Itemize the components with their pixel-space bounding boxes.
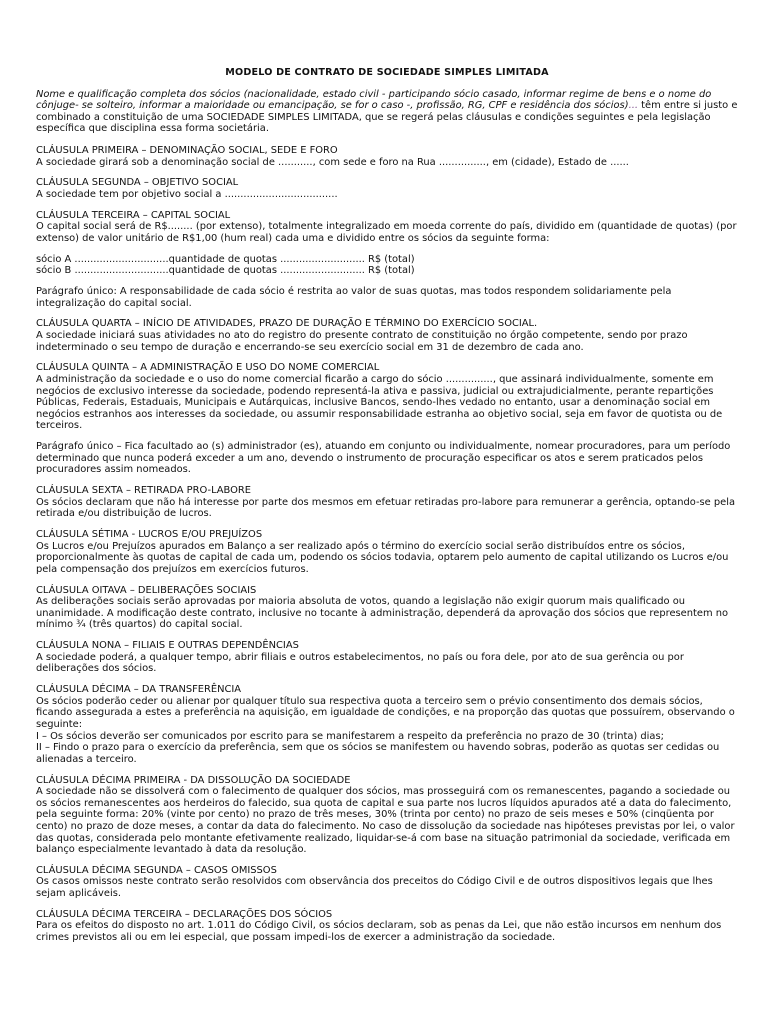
clause-body: Para os efeitos do disposto no art. 1.011 do Código Civil, os sócios declaram, sob as penas da Lei, que não estão incursos em nenhum dos crimes previstos ali ou em lei especial, que possam impedi-los de exercer a administração da sociedade. xyxy=(36,920,722,944)
clause-quarta xyxy=(36,318,738,353)
document-title: MODELO DE CONTRATO DE SOCIEDADE SIMPLES LIMITADA xyxy=(225,67,549,78)
clause-heading: CLÁUSULA TERCEIRA – CAPITAL SOCIAL xyxy=(36,209,231,221)
clause-heading: CLÁUSULA NONA – FILIAIS E OUTRAS DEPENDÊNCIAS xyxy=(36,640,299,652)
clause-body: A sociedade tem por objetivo social a .................................... xyxy=(36,188,338,200)
intro-paragraph xyxy=(36,89,738,135)
clause-oitava xyxy=(36,585,738,631)
clause-terceira xyxy=(36,210,738,245)
partner-b-line: sócio B ..............................quantidade de quotas ........................... R$ (total) xyxy=(36,265,415,277)
clause-primeira xyxy=(36,145,738,168)
clause-decima-terceira xyxy=(36,909,738,944)
clause-item: I – Os sócios deverão ser comunicados por escrito para se manifestarem a respeito da preferência no prazo de 30 (trinta) dias; xyxy=(36,730,664,742)
clause-body: Os Lucros e/ou Prejuízos apurados em Balanço a ser realizado após o término do exercício social serão distribuídos entre os sócios, proporcionalmente às quotas de capital de cada um, podendo os sócios todavia, optarem pelo aumento de capital utilizando os Lucros e/ou pela compensação dos prejuízos em exercícios futuros. xyxy=(36,540,729,575)
clause-setima xyxy=(36,529,738,575)
clause-heading: CLÁUSULA QUARTA – INÍCIO DE ATIVIDADES, PRAZO DE DURAÇÃO E TÉRMINO DO EXERCÍCIO SOCIAL. xyxy=(36,318,538,330)
clause-decima-primeira xyxy=(36,775,738,856)
clause-body: A administração da sociedade e o uso do nome comercial ficarão a cargo do sócio ..............., que assinará individualmente, somente em negócios de exclusivo interesse da sociedade, podendo representá-la ativa e passiva, judicial ou extrajudicialmente, perante repartições Públicas, Federais, Estaduais, Municipais e Autárquicas, inclusive Bancos, sendo-lhes vedado no entanto, usar a denominação social em negócios estranhos aos interesses da sociedade, ou assumir responsabilidade estranha ao objetivo social, seja em favor de quotista ou de terceiros. xyxy=(36,374,723,432)
clause-body: A sociedade não se dissolverá com o falecimento de qualquer dos sócios, mas prosseguirá com os remanescentes, pagando a sociedade ou os sócios remanescentes aos herdeiros do falecido, sua quota de capital e sua parte nos lucros líquidos apurados até a data do falecimento, pela seguinte forma: 20% (vinte por cento) no prazo de três meses, 30% (trinta por cento) no prazo de seis meses e 50% (cinqüenta por cento) no prazo de doze meses, a contar da data do falecimento. No caso de dissolução da sociedade nas hipóteses previstas por lei, o valor das quotas, considerada pelo montante efetivamente realizado, liquidar-se-á com base na situação patrimonial da sociedade, verificada em balanço especialmente levantado à data da resolução. xyxy=(36,786,735,856)
clause-decima xyxy=(36,684,738,765)
clause-nona xyxy=(36,640,738,675)
clause-body: A sociedade girará sob a denominação social de ..........., com sede e foro na Rua ..............., em (cidade), Estado de ...... xyxy=(36,156,629,168)
clause-body: Os sócios poderão ceder ou alienar por qualquer título sua respectiva quota a terceiro sem o prévio consentimento dos demais sócios, ficando assegurada a estes a preferência na aquisição, em igualdade de condições, e na proporção das quotas que possuírem, observando o seguinte: xyxy=(36,695,735,730)
clause-heading: CLÁUSULA PRIMEIRA – DENOMINAÇÃO SOCIAL, SEDE E FORO xyxy=(36,144,338,156)
clause-item: II – Findo o prazo para o exercício da preferência, sem que os sócios se manifestem ou havendo sobras, poderão as quotas ser cedidas ou alienadas a terceiro. xyxy=(36,742,720,765)
clause-body: A sociedade iniciará suas atividades no ato do registro do presente contrato de constituição no órgão competente, sendo por prazo indeterminado o seu tempo de duração e encerrando-se seu exercício social em 31 de dezembro de cada ano. xyxy=(36,330,688,353)
partners-list xyxy=(36,254,738,277)
clause-heading: CLÁUSULA SEXTA – RETIRADA PRO-LABORE xyxy=(36,485,252,497)
clause-body: A sociedade poderá, a qualquer tempo, abrir filiais e outros estabelecimentos, no país ou fora dele, por ato de sua gerência ou por deliberações dos sócios. xyxy=(36,651,684,675)
intro-partners-placeholder: Nome e qualificação completa dos sócios (nacionalidade, estado civil - participando sócio casado, informar regime de bens e o nome do cônjuge- se solteiro, informar a maioridade ou emancipação, se for o caso -, profissão, RG, CPF e residência dos sócios) xyxy=(36,88,712,112)
clause-heading: CLÁUSULA SÉTIMA - LUCROS E/OU PREJUÍZOS xyxy=(36,529,263,541)
clause-heading: CLÁUSULA OITAVA – DELIBERAÇÕES SOCIAIS xyxy=(36,584,257,596)
clause-heading: CLÁUSULA DÉCIMA – DA TRANSFERÊNCIA xyxy=(36,684,242,696)
clause-sexta xyxy=(36,485,738,520)
clause-heading: CLÁUSULA DÉCIMA TERCEIRA – DECLARAÇÕES DOS SÓCIOS xyxy=(36,908,333,920)
clause-heading: CLÁUSULA QUINTA – A ADMINISTRAÇÃO E USO DO NOME COMERCIAL xyxy=(36,362,380,374)
clause-body: O capital social será de R$........ (por extenso), totalmente integralizado em moeda corrente do país, dividido em (quantidade de quotas) (por extenso) de valor unitário de R$1,00 (hum real) cada uma e dividido entre os sócios da seguinte forma: xyxy=(36,221,737,244)
partner-a-line: sócio A ..............................quantidade de quotas ........................... R$ (total) xyxy=(36,253,415,265)
clause-decima-segunda xyxy=(36,865,738,900)
intro-text: têm entre si justo e combinado a constituição de uma SOCIEDADE SIMPLES LIMITADA, que se regerá pelas cláusulas e condições seguintes e pela legislação específica que disciplina essa forma societária. xyxy=(36,100,738,135)
clause-body: Os sócios declaram que não há interesse por parte dos mesmos em efetuar retiradas pro-labore para remunerar a gerência, optando-se pela retirada e/ou distribuição de lucros. xyxy=(36,496,736,520)
intro-ellipsis: ... xyxy=(628,100,638,112)
clause-segunda xyxy=(36,177,738,200)
clause-heading: CLÁUSULA DÉCIMA PRIMEIRA - DA DISSOLUÇÃO DA SOCIEDADE xyxy=(36,774,351,786)
clause-heading: CLÁUSULA DÉCIMA SEGUNDA – CASOS OMISSOS xyxy=(36,864,277,876)
clause-heading: CLÁUSULA SEGUNDA – OBJETIVO SOCIAL xyxy=(36,177,239,189)
clause-body: Os casos omissos neste contrato serão resolvidos com observância dos preceitos do Código Civil e de outros dispositivos legais que lhes sejam aplicáveis. xyxy=(36,876,713,900)
clause-quinta xyxy=(36,362,738,432)
paragrafo-unico-terceira: Parágrafo único: A responsabilidade de cada sócio é restrita ao valor de suas quotas, mas todos respondem solidariamente pela integralização do capital social. xyxy=(36,286,672,309)
paragrafo-unico-quinta: Parágrafo único – Fica facultado ao (s) administrador (es), atuando em conjunto ou individualmente, nomear procuradores, para um período determinado que nunca poderá exceder a um ano, devendo o instrumento de procuração especificar os atos e serem praticados pelos procuradores assim nomeados. xyxy=(36,441,731,476)
clause-body: As deliberações sociais serão aprovadas por maioria absoluta de votos, quando a legislação não exigir quorum mais qualificado ou unanimidade. A modificação deste contrato, inclusive no tocante à administração, dependerá da aprovação dos sócios que representem no mínimo ¾ (três quartos) do capital social. xyxy=(36,596,729,631)
